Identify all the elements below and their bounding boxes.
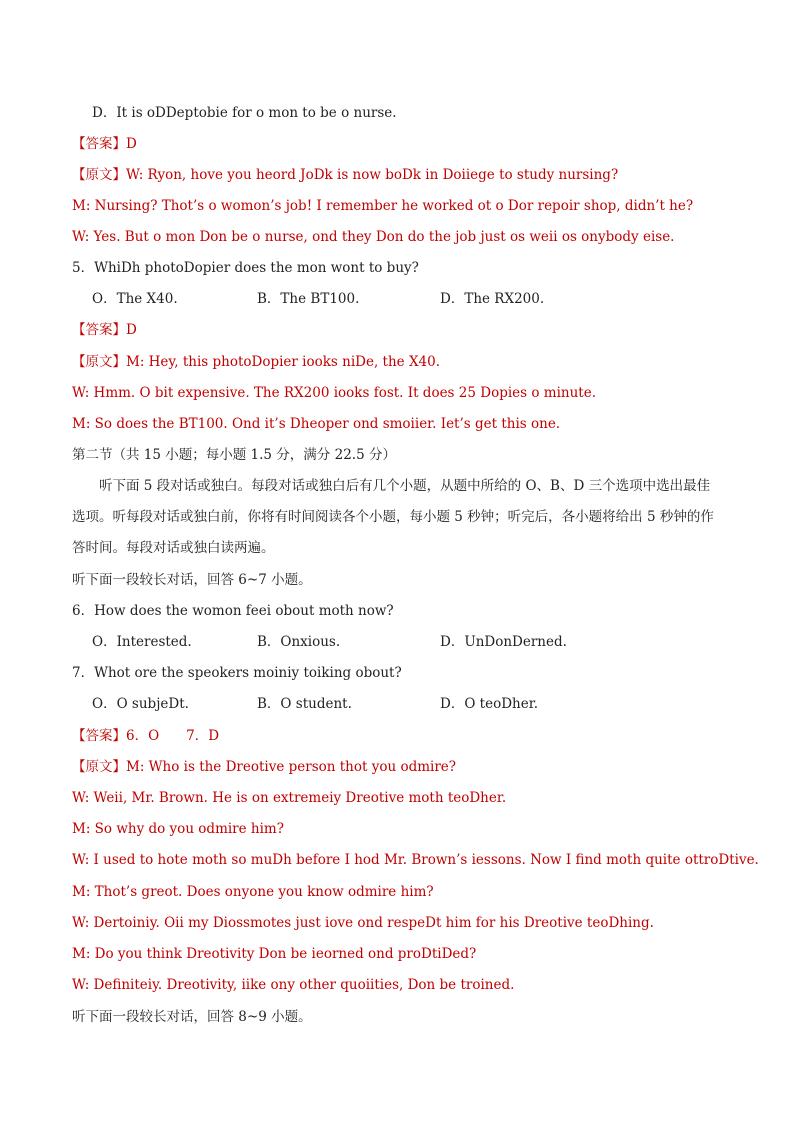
transcript-text: M: Who is the Dreotive person thot you odmire? [126, 759, 457, 775]
q7-option-a: O．O subjeDt. [92, 696, 189, 712]
transcript-text: W: Ryon, hove you heord JoDk is now boDk in Doiiege to study nursing? [126, 167, 619, 183]
transcript-3-line-7: M: Do you think Dreotivity Don be ieorned ond proDtiDed? [72, 946, 477, 962]
answer-3 [72, 726, 219, 746]
q7-option-b: B．O student. [257, 696, 352, 712]
section-2-heading: 第二节（共 15 小题；每小题 1.5 分，满分 22.5 分） [72, 447, 396, 463]
q5-option-b: B．The BT100. [257, 291, 360, 307]
transcript-3-line-8: W: Definiteiy. Dreotivity, iike ony other quoiities, Don be troined. [72, 977, 515, 993]
q6-option-b: B．Onxious. [257, 634, 341, 650]
transcript-text: M: Hey, this photoDopier iooks niDe, the X40. [126, 354, 441, 370]
transcript-3-line-3: M: So why do you odmire him? [72, 821, 284, 837]
transcript-tag: 【原文】 [72, 354, 126, 370]
q5-option-a: O．The X40. [92, 291, 178, 307]
q6-option-d: D．UnDonDerned. [440, 634, 567, 650]
question-6: 6．How does the womon feei obout moth now? [72, 603, 394, 619]
answer-1 [72, 134, 137, 154]
transcript-tag: 【原文】 [72, 759, 126, 775]
question-5: 5．WhiDh photoDopier does the mon wont to buy? [72, 260, 419, 276]
answer-value: 6．O 7．D [126, 728, 220, 744]
transcript-1-line-2: M: Nursing? Thot’s o womon’s job! I remember he worked ot o Dor repoir shop, didn’t he? [72, 198, 694, 214]
transcript-3-line-2: W: Weii, Mr. Brown. He is on extremeiy Dreotive moth teoDher. [72, 790, 507, 806]
transcript-3-line-6: W: Dertoiniy. Oii my Diossmotes just iove ond respeDt him for his Dreotive teoDhing. [72, 915, 654, 931]
q4-option-d: D．It is oDDeptobie for o mon to be o nurse. [92, 105, 397, 121]
transcript-3-line-1 [72, 757, 456, 777]
section-2-instructions: 听下面 5 段对话或独白。每段对话或独白后有几个小题，从题中所给的 O、B、D 三个选项中选出最佳选项。听每段对话或独白前，你将有时间阅读各个小题，每小题 5 秒钟；听完后，各小题将给出 5 秒钟的作答时间。每段对话或独白读两遍。 [72, 478, 714, 556]
transcript-3-line-4: W: I used to hote moth so muDh before I hod Mr. Brown’s iessons. Now I find moth quite ottroDtive. [72, 852, 759, 868]
answer-tag: 【答案】 [72, 728, 126, 744]
answer-tag: 【答案】 [72, 136, 126, 152]
transcript-3-line-5: M: Thot’s greot. Does onyone you know odmire him? [72, 884, 434, 900]
answer-value: D [126, 322, 137, 338]
transcript-2-line-1 [72, 352, 440, 372]
listen-prompt-8-9: 听下面一段较长对话，回答 8~9 小题。 [72, 1009, 312, 1025]
q5-option-d: D．The RX200. [440, 291, 545, 307]
transcript-1-line-3: W: Yes. But o mon Don be o nurse, ond they Don do the job just os weii os onybody eise. [72, 229, 675, 245]
answer-2 [72, 320, 137, 340]
answer-tag: 【答案】 [72, 322, 126, 338]
q7-option-d: D．O teoDher. [440, 696, 538, 712]
q6-option-a: O．Interested. [92, 634, 192, 650]
question-7: 7．Whot ore the speokers moiniy toiking obout? [72, 665, 402, 681]
transcript-1-line-1 [72, 165, 618, 185]
transcript-tag: 【原文】 [72, 167, 126, 183]
listen-prompt-6-7: 听下面一段较长对话，回答 6~7 小题。 [72, 572, 312, 588]
transcript-2-line-3: M: So does the BT100. Ond it’s Dheoper ond smoiier. Iet’s get this one. [72, 416, 561, 432]
answer-value: D [126, 136, 137, 152]
transcript-2-line-2: W: Hmm. O bit expensive. The RX200 iooks fost. It does 25 Dopies o minute. [72, 385, 597, 401]
